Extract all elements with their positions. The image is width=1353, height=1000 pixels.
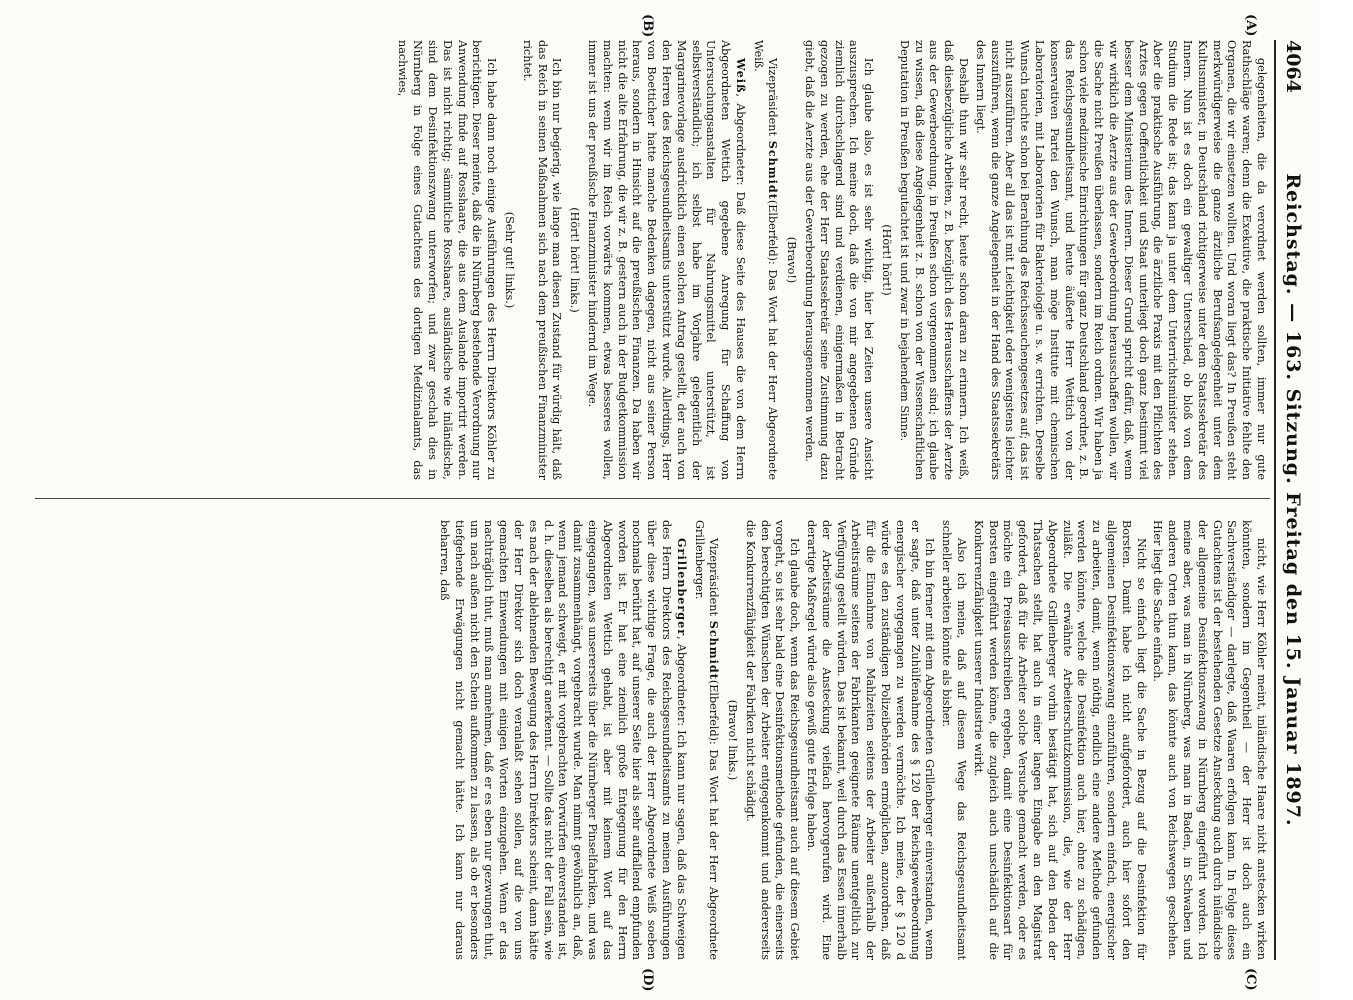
margin-mark-c: (C) — [1243, 968, 1258, 991]
speaker-paragraph — [750, 40, 781, 480]
speaker-name: Schmidt — [766, 140, 781, 200]
header-rule — [1274, 40, 1276, 960]
speaker-role: Vizepräsident — [707, 538, 721, 616]
margin-mark-d: (D) — [640, 968, 655, 992]
text-column-right — [48, 520, 1268, 960]
margin-mark-a: (A) — [1243, 14, 1258, 37]
speech-text: , Abgeordneter: Daß diese Seite des Hauses die von dem Herrn Abgeordneten Wettich gegebene Anregung für Schaffung von Untersuchungsanstalten für Nahrungsmittel unterstützt, ist selbstverständlich; ich selbst habe im Vorjahre gelegentlich der Margarinevorlage ausdrücklich einen solchen Antrag gestellt, der auch von den Herren des Reichsgesundheitsamts unterstützt wurde. Allerdings, Herr von Boetticher hatte manche Bedenken dagegen, nicht aus seiner Person heraus, sondern in Hinsicht auf die preußischen Finanzen. Da haben wir nicht die alte Erfahrung, die wir z. B. gestern auch in der Budgetkommission machten: wenn wir im Reich vorwärts kommen, etwas besseres wollen, immer ist uns der preußische Finanzminister hindernd im Wege. — [585, 40, 747, 480]
speaker-paragraph — [584, 40, 748, 480]
paragraph: Deshalb thun wir sehr recht, heute schon daran zu erinnern. Ich weiß, daß diesbezügliche Arbeiten, z. B. bezüglich des Herausschaffens der Aerzte aus der Gewerbeordnung, in Preußen schon vorgenommen sind; ich glaube zu wissen, daß diese Angelegenheit z. B. schon von der Wissenschaftlichen Deputation in Preußen begutachtet ist und zwar in bejahendem Sinne. — [897, 40, 971, 480]
page-number: 4064 — [1282, 40, 1304, 93]
speaker-name: Weiß — [733, 58, 748, 94]
page-header — [1278, 40, 1308, 960]
speaker-paragraph — [691, 520, 722, 960]
paragraph: Ich bin ferner mit dem Abgeordneten Grillenberger einverstanden, wenn er sagte, daß unter Zuhülfenahme des § 120 der Reichsgewerbeordnung energischer vorgegangen zu werden vermöchte. Ich meine, der § 120 d würde es den zuständigen Polizeibehörden ermöglichen, anzuordnen, daß für die Einnahme von Mahlzeiten seitens der Arbeiter außerhalb der Arbeitsräume seitens der Fabrikanten geeignete Räume unentgeltlich zur Verfügung gestellt würden. Das ist bekannt, weil durch das Essen innerhalb der Arbeitsräume die Ansteckung vielfach hervorgerufen wird. Eine derartige Maßregel würde also gewiß gute Erfolge haben. — [805, 520, 937, 960]
speech-text: , Abgeordneter: Ich kann nur sagen, daß das Schweigen des Herrn Direktors des Reichsgesundheitsamts zu meinen Ausführungen über diese wichtige Frage, die auch der Herr Abgeordnete Weiß soeben nochmals berührt hat, auf unserer Seite hier als sehr auffallend empfunden worden ist. Er hat eine ziemlich große Entgegnung für den Herrn Abgeordneten Wettich gehabt, ist aber mit keinem Wort auf das eingegangen, was unsererseits über die Nürnberger Pinselfabriken, und was damit zusammenhängt, vorgebracht wurde. Man nimmt gewöhnlich an, daß, wenn jemand schweigt, er mit vorgebrachten Vorwürfen einverstanden ist, d. h. dieselben als berechtigt anerkennt. — Sollte das nicht der Fall sein, wie es nach der ablehnenden Bewegung des Herrn Direktors scheint, dann hätte der Herr Direktor sich doch veranlaßt sehen sollen, auf die von uns gemachten Einwendungen mit einigen Worten einzugehen. Wenn er das nachträglich thut, muß man annehmen, daß er es eben nur gezwungen thut, um nach außen nicht den Schein aufkommen zu lassen, als ob er besonders tiefgehende Erwägungen nicht gemacht hätte. Ich kann nur daraus beharren, daß — [437, 520, 688, 960]
interjection: (Hört! hört! links.) — [568, 207, 582, 313]
column-divider — [35, 498, 1270, 499]
interjection: (Hört! hört!) — [880, 224, 894, 296]
paragraph: Ich bin nur begierig, wie lange man diesen Zustand für würdig hält, daß das Reich in seinen Maßnahmen sich nach dem preußischen Finanzminister richtet. — [520, 40, 564, 480]
paragraph: Also ich meine, daß auf diesem Wege das Reichsgesundheitsamt schneller arbeiten könnte als bisher. — [940, 520, 969, 960]
speech-text: (Elberfeld): Das Wort hat der Herr Abgeordnete Grillenberger. — [692, 520, 721, 960]
interjection: (Bravo! links.) — [726, 699, 740, 781]
paragraph: Nicht so einfach liegt die Sache in Bezug auf die Desinfektion für Borsten. Damit habe ich nicht aufgefordert, auch hier sofort den allgemeinen Desinfektionszwang einzuführen, sondern einfach, energischer zu arbeiten, damit, wenn nöthig, endlich eine andere Methode gefunden werden könnte, welche die Desinfektion auch hier, ohne zu schädigen, zuläßt. Die erwähnte Arbeiterschutzkommission, die, wie der Herr Abgeordnete Grillenberger vorhin bestätigt hat, sich auf den Boden der Thatsachen stellt, hat auch in einer langen Eingabe an den Magistrat gefordert, daß für die Arbeiter solche Versuche gemacht werden, oder es möchte ein Preisausschreiben ergehen, damit eine Desinfektionsart für Borsten eingeführt werden könne, die zugleich auch unschädlich auf die Konkurrenzfähigkeit unserer Industrie wirkt. — [971, 520, 1148, 960]
speaker-name: Grillenberger — [674, 538, 689, 637]
margin-mark-b: (B) — [640, 14, 655, 38]
speaker-name: Schmidt — [707, 620, 722, 680]
speech-text: (Elberfeld): Das Wort hat der Herr Abgeordnete Weiß. — [751, 40, 780, 480]
text-column-left — [48, 40, 1268, 480]
interjection: (Bravo!) — [785, 236, 799, 284]
paragraph: Ich habe dann noch einige Ausführungen des Herrn Direktors Köhler zu berichtigen. Dieser meinte, daß die in Nürnberg bestehende Verordnung nur Anwendung finde auf Rosshaare, die aus dem Auslande importirt werden. Das ist nicht richtig; sämmtliche Rosshaare, ausländische wie inländische, sind dem Desinfektionszwang unterworfen; und zwar geschah dies in Nürnberg in Folge eines Gutachtens des dortigen Medizinalamts, das nachwies, — [396, 40, 499, 480]
interjection: (Sehr gut! links.) — [502, 211, 516, 309]
paragraph: gelegenheiten, die da verordnet werden sollten, immer nur gute Rathschläge waren; denn die Exekutive, die praktische Initiative fehlte den Organen, die wir einsetzen wollten. Und woran liegt das? In Preußen steht merkwürdigerweise die ganze ärztliche Berufsangelegenheit unter dem Kultusminister, in Deutschland richtigerweise unter dem Staatssekretär des Innern. Nun ist es doch ein gewaltiger Unterschied, ob bloß von dem Studium die Rede ist; das kann ja unter dem Unterrichtsminister stehen. Aber die praktische Ausführung, die ärztliche Praxis mit den Pflichten des Arztes gegen Oeffentlichkeit und Staat unterliegt doch ganz bestimmt viel besser dem Ministerium des Innern. Dieser Grund spricht dafür, daß, wenn wir wirklich die Aerzte aus der Gewerbeordnung herausschaffen wollen, wir die Sache nicht Preußen überlassen, sondern im Reich ordnen. Wir haben ja schon viele medizinische Einrichtungen für ganz Deutschland geordnet, z. B. das Reichsgesundheitsamt, und heute äußerte Herr Wettich von der konservativen Partei den Wunsch, man möge Institute mit chemischen Laboratorien, mit Laboratorien für Bakteriologie u. s. w. errichten. Derselbe Wunsch tauchte schon bei Berathung des Reichsseuchengesetzes auf; das ist nicht auszuführen. Aber all das ist mit Leichtigkeit oder wenigstens leichter auszuführen, wenn die ganze Angelegenheit in der Hand des Staatssekretärs des Innern liegt. — [973, 40, 1268, 480]
paragraph: Ich glaube doch, wenn das Reichsgesundheitsamt auch auf diesem Gebiet vorgeht, so ist sehr bald eine Desinfektionsmethode gefunden, die einerseits den berechtigten Wünschen der Arbeiter entgegenkommt und andererseits die Konkurrenzfähigkeit der Fabriken nicht schädigt. — [743, 520, 802, 960]
paragraph: Ich glaube also, es ist sehr wichtig, hier bei Zeiten unsere Ansicht auszusprechen. Ich meine doch, daß die von mir angegebenen Gründe ziemlich durchschlagend sind und verdienen, einigermaßen in Betracht gezogen zu werden, ehe der Herr Staatssekretär seine Zustimmung dazu giebt, daß die Aerzte aus der Gewerbeordnung herausgenommen werden. — [803, 40, 876, 480]
speaker-role: Vizepräsident — [766, 58, 780, 136]
page-title: Reichstag. — 163. Sitzung. Freitag den 15. Januar 1897. — [1282, 173, 1304, 827]
paragraph: nicht, wie Herr Köhler meint, inländische Haare nicht anstecken wirken könnten, sondern im Gegentheil — der Herr ist doch auch ein Sachverständiger — darlegte, daß Waaren erfolgen kann. In Folge dieses Gutachtens ist der bestehenden Gesetze Ansteckung auch durch inländische der allgemeine Desinfektionszwang in Nürnberg eingeführt worden. Ich meine aber, was man in Nürnberg, was man in Baden, in Schwaben und anderen Orten thun kann, das könnte auch von Reichswegen geschehen. Hier liegt die Sache einfach. — [1151, 520, 1268, 960]
speaker-paragraph — [436, 520, 689, 960]
